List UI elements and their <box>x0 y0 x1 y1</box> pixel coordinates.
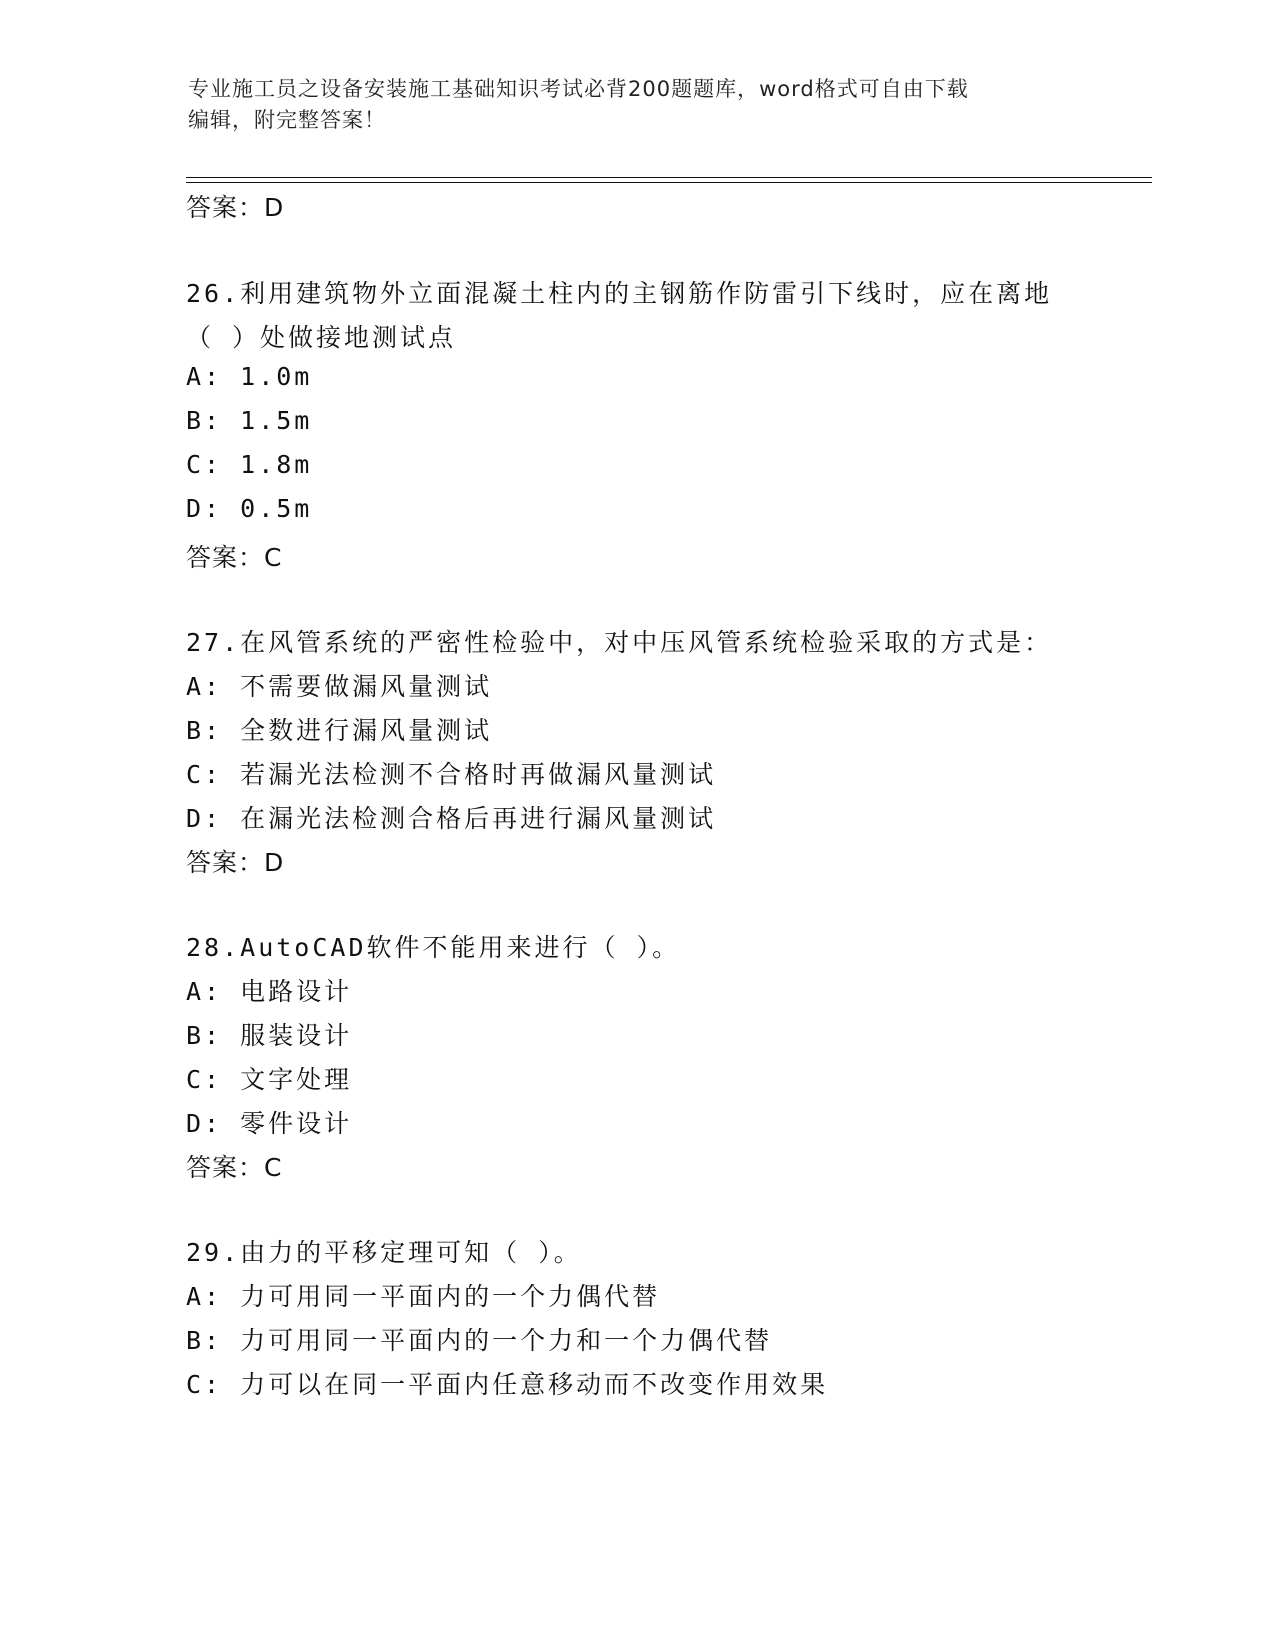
question-stem-continued: （ ）处做接地测试点 <box>186 323 457 352</box>
question-stem: 28.AutoCAD软件不能用来进行（ ）。 <box>186 933 681 962</box>
answer-label: 答案：C <box>186 1153 283 1182</box>
option-c: C: 力可以在同一平面内任意移动而不改变作用效果 <box>186 1370 829 1399</box>
answer-label: 答案：C <box>186 543 283 572</box>
option-a: A: 不需要做漏风量测试 <box>186 672 493 701</box>
option-a: A: 1.0m <box>186 362 313 391</box>
option-c: C: 1.8m <box>186 450 313 479</box>
option-b: B: 力可用同一平面内的一个力和一个力偶代替 <box>186 1326 773 1355</box>
option-d: D: 零件设计 <box>186 1109 353 1138</box>
document-header <box>188 74 1088 136</box>
option-c: C: 若漏光法检测不合格时再做漏风量测试 <box>186 760 717 789</box>
question-stem: 27.在风管系统的严密性检验中，对中压风管系统检验采取的方式是： <box>186 628 1053 657</box>
answer-label: 答案：D <box>186 848 285 877</box>
option-a: A: 电路设计 <box>186 977 353 1006</box>
option-b: B: 服装设计 <box>186 1021 353 1050</box>
previous-answer: 答案：D <box>186 193 285 222</box>
option-c: C: 文字处理 <box>186 1065 353 1094</box>
option-a: A: 力可用同一平面内的一个力偶代替 <box>186 1282 661 1311</box>
header-divider-bottom <box>186 182 1152 183</box>
question-stem: 29.由力的平移定理可知（ ）。 <box>186 1238 582 1267</box>
option-b: B: 1.5m <box>186 406 313 435</box>
question-stem: 26.利用建筑物外立面混凝土柱内的主钢筋作防雷引下线时，应在离地 <box>186 279 1053 308</box>
option-d: D: 在漏光法检测合格后再进行漏风量测试 <box>186 804 717 833</box>
header-title-line-2: 编辑，附完整答案！ <box>188 108 386 132</box>
option-b: B: 全数进行漏风量测试 <box>186 716 493 745</box>
header-title-line-1: 专业施工员之设备安装施工基础知识考试必背200题题库，word格式可自由下载 <box>188 77 969 101</box>
option-d: D: 0.5m <box>186 494 313 523</box>
header-divider-top <box>186 177 1152 178</box>
